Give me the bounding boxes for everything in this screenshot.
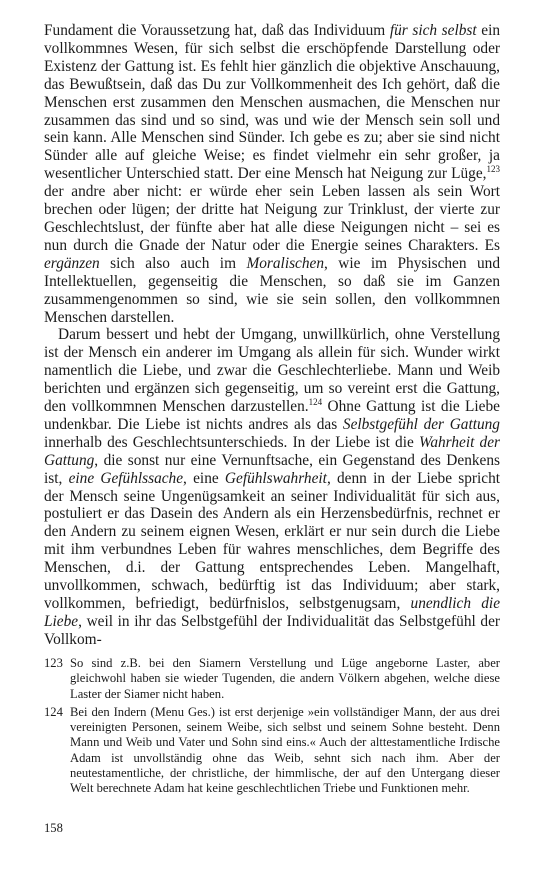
emphasis: eine Gefühlssache (68, 469, 184, 487)
text-run: , weil in ihr das Selbstgefühl der Individualität das Selbstgefühl der Vollkom- (44, 612, 500, 648)
footnote-number: 123 (44, 656, 63, 670)
text-run: Ohne Gattung ist die Liebe undenkbar. Die Liebe ist nichts andres als das (44, 398, 500, 433)
footnote-number: 124 (44, 704, 63, 719)
text-run: sich also auch im (99, 254, 247, 272)
page-number: 158 (44, 821, 63, 835)
footnote-ref-123[interactable]: 123 (486, 164, 500, 175)
emphasis: unendlich die Liebe (44, 595, 500, 630)
footnote-text: Bei den Indern (Menu Ges.) ist erst derjenige »ein vollständiger Mann, der aus drei vereinigten Personen, seinem Weibe, sich selbst und seinem Sohne besteht. Denn Mann und Weib und Vater und Sohn sind eins.« Auch der alttestamentliche Irdische Adam ist unvollständig ohne das Weib, sehnt sich nach ihm. Aber der neutestamentliche, der christliche, der himmlische, der auf den Untergang dieser Welt berechnete Adam hat keine geschlechtlichen Triebe und Funktionen mehr. (70, 704, 500, 796)
emphasis: Wahrheit der Gattung (44, 433, 500, 469)
emphasis: Gefühlswahrheit (224, 469, 327, 487)
emphasis: ergänzen (44, 254, 100, 272)
emphasis: Moralischen (246, 254, 325, 272)
text-run: ein vollkommnes Wesen, für sich selbst die erschöpfende Darstellung oder Existenz der Gattung ist. Es fehlt hier gänzlich die objektive Anschauung, das Bewußtsein, daß das Du zur Vollkommenheit des Ich gehört, daß die Menschen erst zusammen den Menschen ausmachen, die Menschen nur zusammen das sind und so sind, was und wie der Mensch sein soll und sein kann. Alle Menschen sind Sünder. Ich gebe es zu; aber sie sind nicht Sünder alle auf gleiche Weise; es findet vielmehr ein sehr großer, ja wesentlicher Unterschied statt. Der eine Mensch hat Neigung zur Lüge, (44, 22, 501, 183)
text-run: , wie im Physischen und Intellektuellen, gegenseitig die Menschen, so daß sie im Ganzen zusammengenommen so sind, wie sie sein sollen, den vollkommnen Menschen darstellen. (44, 254, 500, 326)
text-run: Fundament die Voraussetzung hat, daß das Individuum (44, 22, 390, 39)
emphasis: für sich selbst (389, 22, 477, 39)
text-run: , eine (183, 469, 225, 487)
emphasis: Selbstgefühl der Gattung (342, 415, 500, 433)
paragraph-1 (44, 22, 500, 326)
text-run: , denn in der Liebe spricht der Mensch seine Ungenügsamkeit an seiner Individualität für sich aus, postuliert er das Dasein des Andern als ein Herzensbedürfnis, rechnet er den Andern zu seinem eignen Wesen, erklärt er nur sein durch die Liebe mit ihm verbundnes Leben für wahres menschliches, dem Begriffe des Menschen, d.i. der Gattung entsprechendes Leben. Mangelhaft, unvollkommen, schwach, bedürftig ist das Individuum; aber stark, vollkommen, befriedigt, bedürfnislos, selbstgenugsam, (44, 469, 500, 612)
text-run: , die sonst nur eine Vernunftsache, ein Gegenstand des Denkens ist, (44, 451, 500, 487)
footnotes (44, 656, 500, 797)
main-text (44, 22, 500, 649)
text-run: Darum bessert und hebt der Umgang, unwillkürlich, ohne Verstellung ist der Mensch ein anderer im Umgang als allein für sich. Wunder wirkt namentlich die Liebe, und zwar die Geschlechterliebe. Mann und Weib berichten und ergänzen sich gegenseitig, um so vereint erst die Gattung, den vollkommnen Menschen darzustellen. (44, 326, 500, 416)
paragraph-2 (44, 326, 500, 648)
footnote-text: So sind z.B. bei den Siamern Verstellung und Lüge angeborne Laster, aber gleichwohl haben sie wieder Tugenden, die andern Völkern abgehen, welche diese Laster der Siamer nicht haben. (70, 656, 500, 701)
footnote-124 (44, 705, 500, 797)
footnote-ref-124[interactable]: 124 (308, 397, 323, 408)
text-run: innerhalb des Geschlechtsunterschieds. In der Liebe ist die (44, 433, 419, 451)
text-run: der andre aber nicht: er würde eher sein Leben lassen als sein Wort brechen oder lügen; der dritte hat Neigung zur Trinklust, der vierte zur Geschlechtslust, der fünfte aber hat alle diese Neigungen nicht – sei es nun durch die Gnade der Natur oder die Energie seines Charakters. Es (44, 183, 500, 254)
footnote-123 (44, 656, 500, 702)
